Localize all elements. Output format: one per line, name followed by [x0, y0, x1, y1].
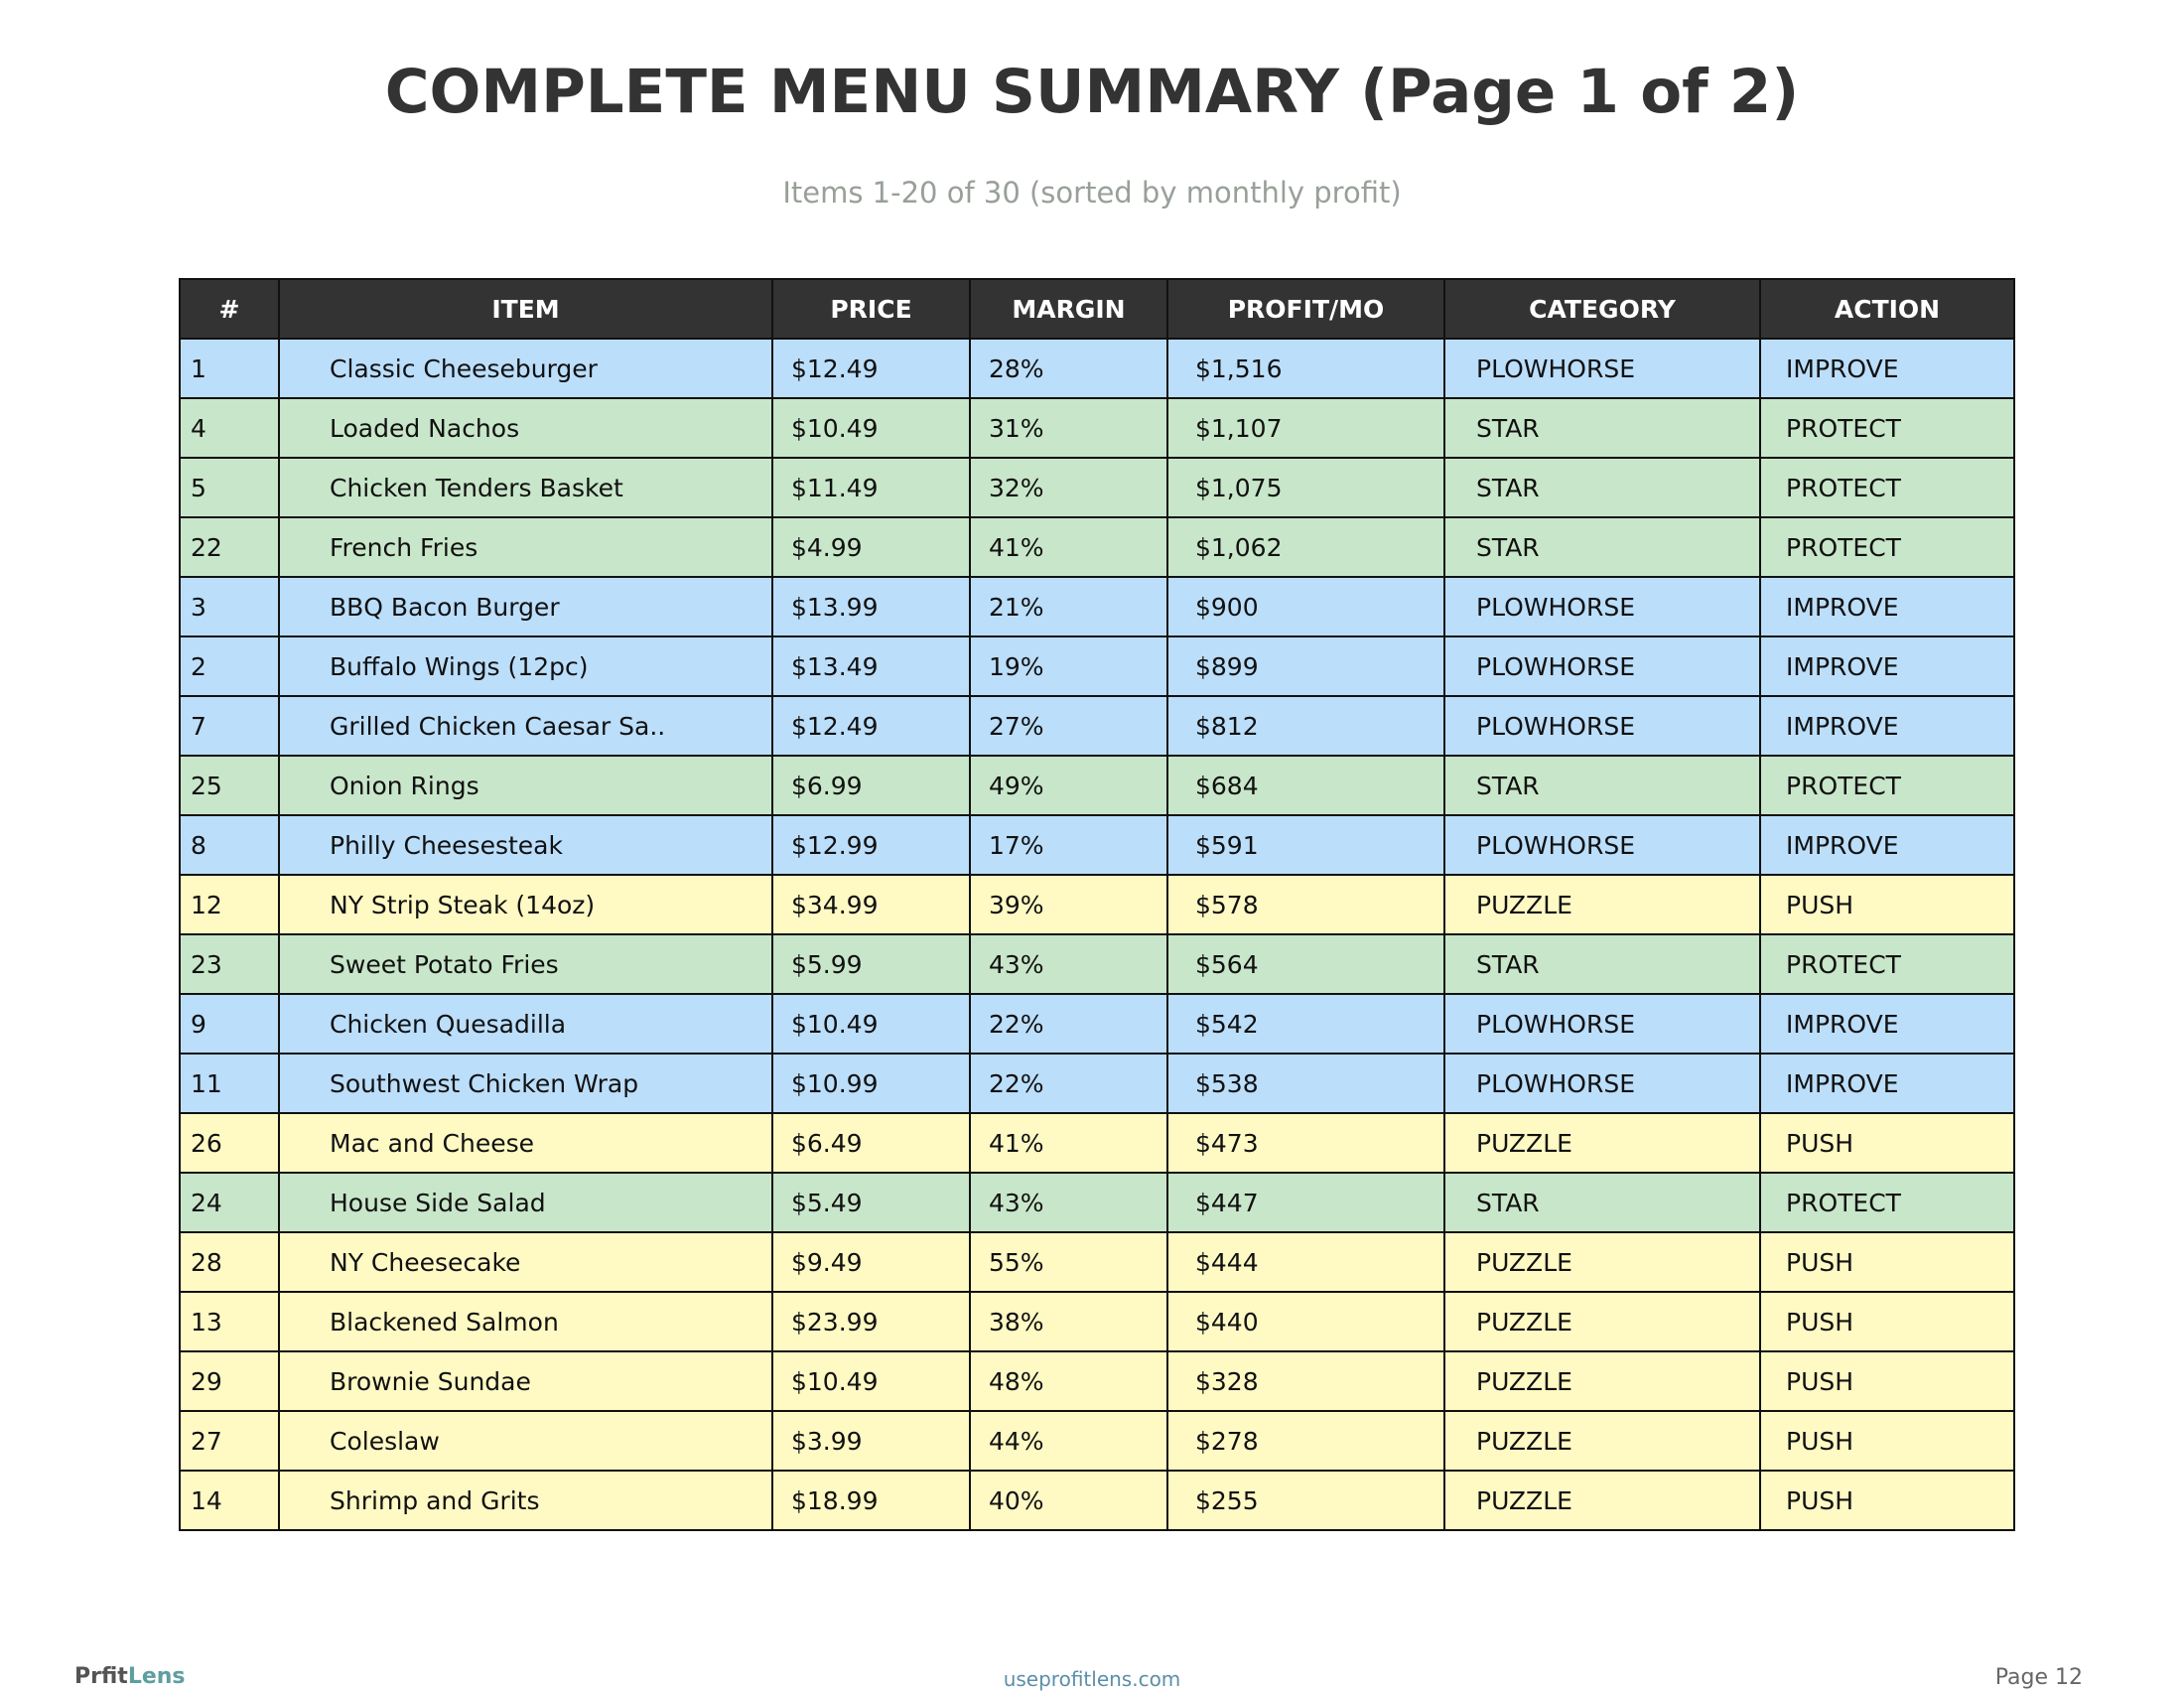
margin-cell: 40% [970, 1471, 1167, 1530]
table-row [180, 875, 2014, 934]
action-cell: PUSH [1760, 1113, 2014, 1173]
action-cell: PUSH [1760, 875, 2014, 934]
action-cell: IMPROVE [1760, 696, 2014, 756]
column-header-category: CATEGORY [1444, 279, 1760, 339]
item-name-cell: French Fries [279, 517, 772, 577]
item-name-cell: Brownie Sundae [279, 1351, 772, 1411]
margin-cell: 22% [970, 1054, 1167, 1113]
profit-cell: $1,062 [1167, 517, 1444, 577]
price-cell: $3.99 [772, 1411, 970, 1471]
item-name-cell: Mac and Cheese [279, 1113, 772, 1173]
profit-cell: $684 [1167, 756, 1444, 815]
table-row [180, 517, 2014, 577]
item-name-cell: BBQ Bacon Burger [279, 577, 772, 636]
profit-cell: $1,516 [1167, 339, 1444, 398]
margin-cell: 27% [970, 696, 1167, 756]
menu-summary-table [179, 278, 2015, 1531]
action-cell: PUSH [1760, 1411, 2014, 1471]
price-cell: $10.99 [772, 1054, 970, 1113]
category-cell: STAR [1444, 1173, 1760, 1232]
table-row [180, 398, 2014, 458]
margin-cell: 41% [970, 517, 1167, 577]
item-name-cell: Chicken Quesadilla [279, 994, 772, 1054]
category-cell: PUZZLE [1444, 1411, 1760, 1471]
action-cell: PUSH [1760, 1471, 2014, 1530]
category-cell: STAR [1444, 458, 1760, 517]
profit-cell: $542 [1167, 994, 1444, 1054]
category-cell: PLOWHORSE [1444, 1054, 1760, 1113]
margin-cell: 19% [970, 636, 1167, 696]
profit-cell: $591 [1167, 815, 1444, 875]
row-number-cell: 3 [180, 577, 279, 636]
action-cell: PROTECT [1760, 756, 2014, 815]
price-cell: $10.49 [772, 994, 970, 1054]
category-cell: PLOWHORSE [1444, 696, 1760, 756]
row-number-cell: 9 [180, 994, 279, 1054]
item-name-cell: Coleslaw [279, 1411, 772, 1471]
row-number-cell: 24 [180, 1173, 279, 1232]
profit-cell: $1,075 [1167, 458, 1444, 517]
item-name-cell: House Side Salad [279, 1173, 772, 1232]
category-cell: PUZZLE [1444, 875, 1760, 934]
row-number-cell: 27 [180, 1411, 279, 1471]
margin-cell: 28% [970, 339, 1167, 398]
profit-cell: $812 [1167, 696, 1444, 756]
row-number-cell: 7 [180, 696, 279, 756]
price-cell: $5.99 [772, 934, 970, 994]
action-cell: PUSH [1760, 1351, 2014, 1411]
profit-cell: $328 [1167, 1351, 1444, 1411]
margin-cell: 49% [970, 756, 1167, 815]
margin-cell: 48% [970, 1351, 1167, 1411]
row-number-cell: 26 [180, 1113, 279, 1173]
profit-cell: $1,107 [1167, 398, 1444, 458]
row-number-cell: 1 [180, 339, 279, 398]
profit-cell: $899 [1167, 636, 1444, 696]
action-cell: IMPROVE [1760, 994, 2014, 1054]
table-row [180, 577, 2014, 636]
column-header-profit: PROFIT/MO [1167, 279, 1444, 339]
profit-cell: $473 [1167, 1113, 1444, 1173]
row-number-cell: 13 [180, 1292, 279, 1351]
item-name-cell: Grilled Chicken Caesar Sa.. [279, 696, 772, 756]
row-number-cell: 23 [180, 934, 279, 994]
item-name-cell: Chicken Tenders Basket [279, 458, 772, 517]
item-name-cell: Shrimp and Grits [279, 1471, 772, 1530]
price-cell: $12.99 [772, 815, 970, 875]
category-cell: PLOWHORSE [1444, 994, 1760, 1054]
margin-cell: 31% [970, 398, 1167, 458]
action-cell: PROTECT [1760, 398, 2014, 458]
row-number-cell: 8 [180, 815, 279, 875]
table-row [180, 696, 2014, 756]
price-cell: $10.49 [772, 1351, 970, 1411]
item-name-cell: NY Cheesecake [279, 1232, 772, 1292]
category-cell: STAR [1444, 398, 1760, 458]
action-cell: IMPROVE [1760, 577, 2014, 636]
footer-url: useprofitlens.com [1003, 1667, 1181, 1691]
row-number-cell: 5 [180, 458, 279, 517]
margin-cell: 17% [970, 815, 1167, 875]
item-name-cell: Loaded Nachos [279, 398, 772, 458]
margin-cell: 44% [970, 1411, 1167, 1471]
row-number-cell: 28 [180, 1232, 279, 1292]
category-cell: PLOWHORSE [1444, 636, 1760, 696]
action-cell: IMPROVE [1760, 636, 2014, 696]
page-subtitle: Items 1-20 of 30 (sorted by monthly profit) [782, 176, 1402, 210]
margin-cell: 38% [970, 1292, 1167, 1351]
price-cell: $13.99 [772, 577, 970, 636]
table-header-row [180, 279, 2014, 339]
price-cell: $11.49 [772, 458, 970, 517]
price-cell: $13.49 [772, 636, 970, 696]
item-name-cell: Southwest Chicken Wrap [279, 1054, 772, 1113]
profit-cell: $447 [1167, 1173, 1444, 1232]
profit-cell: $578 [1167, 875, 1444, 934]
category-cell: PUZZLE [1444, 1292, 1760, 1351]
table-row [180, 636, 2014, 696]
table-row [180, 1351, 2014, 1411]
profit-cell: $538 [1167, 1054, 1444, 1113]
item-name-cell: Sweet Potato Fries [279, 934, 772, 994]
column-header-number: # [180, 279, 279, 339]
price-cell: $12.49 [772, 339, 970, 398]
item-name-cell: NY Strip Steak (14oz) [279, 875, 772, 934]
row-number-cell: 22 [180, 517, 279, 577]
price-cell: $5.49 [772, 1173, 970, 1232]
action-cell: PUSH [1760, 1292, 2014, 1351]
category-cell: PLOWHORSE [1444, 815, 1760, 875]
action-cell: PROTECT [1760, 934, 2014, 994]
margin-cell: 21% [970, 577, 1167, 636]
category-cell: STAR [1444, 756, 1760, 815]
action-cell: PROTECT [1760, 1173, 2014, 1232]
action-cell: PUSH [1760, 1232, 2014, 1292]
profit-cell: $278 [1167, 1411, 1444, 1471]
table-row [180, 1054, 2014, 1113]
profit-cell: $444 [1167, 1232, 1444, 1292]
column-header-price: PRICE [772, 279, 970, 339]
price-cell: $9.49 [772, 1232, 970, 1292]
column-header-margin: MARGIN [970, 279, 1167, 339]
page-title: COMPLETE MENU SUMMARY (Page 1 of 2) [384, 57, 1800, 127]
table-body [180, 339, 2014, 1530]
row-number-cell: 2 [180, 636, 279, 696]
item-name-cell: Buffalo Wings (12pc) [279, 636, 772, 696]
category-cell: PUZZLE [1444, 1232, 1760, 1292]
action-cell: IMPROVE [1760, 815, 2014, 875]
action-cell: PROTECT [1760, 458, 2014, 517]
category-cell: PUZZLE [1444, 1471, 1760, 1530]
category-cell: STAR [1444, 517, 1760, 577]
action-cell: IMPROVE [1760, 1054, 2014, 1113]
column-header-item: ITEM [279, 279, 772, 339]
table-row [180, 756, 2014, 815]
margin-cell: 43% [970, 1173, 1167, 1232]
table-row [180, 339, 2014, 398]
profit-cell: $255 [1167, 1471, 1444, 1530]
profitlens-logo: PrfitLens [74, 1664, 186, 1689]
price-cell: $34.99 [772, 875, 970, 934]
row-number-cell: 11 [180, 1054, 279, 1113]
table-row [180, 994, 2014, 1054]
item-name-cell: Onion Rings [279, 756, 772, 815]
table-row [180, 1113, 2014, 1173]
category-cell: STAR [1444, 934, 1760, 994]
profit-cell: $440 [1167, 1292, 1444, 1351]
table-row [180, 1471, 2014, 1530]
margin-cell: 32% [970, 458, 1167, 517]
category-cell: PLOWHORSE [1444, 577, 1760, 636]
table-row [180, 1173, 2014, 1232]
item-name-cell: Blackened Salmon [279, 1292, 772, 1351]
row-number-cell: 25 [180, 756, 279, 815]
category-cell: PUZZLE [1444, 1113, 1760, 1173]
action-cell: PROTECT [1760, 517, 2014, 577]
table-row [180, 934, 2014, 994]
table-row [180, 1232, 2014, 1292]
table-row [180, 815, 2014, 875]
item-name-cell: Philly Cheesesteak [279, 815, 772, 875]
table-row [180, 458, 2014, 517]
margin-cell: 55% [970, 1232, 1167, 1292]
item-name-cell: Classic Cheeseburger [279, 339, 772, 398]
price-cell: $12.49 [772, 696, 970, 756]
margin-cell: 39% [970, 875, 1167, 934]
profit-cell: $900 [1167, 577, 1444, 636]
price-cell: $6.99 [772, 756, 970, 815]
table-row [180, 1411, 2014, 1471]
table-row [180, 1292, 2014, 1351]
price-cell: $4.99 [772, 517, 970, 577]
category-cell: PLOWHORSE [1444, 339, 1760, 398]
row-number-cell: 12 [180, 875, 279, 934]
price-cell: $23.99 [772, 1292, 970, 1351]
row-number-cell: 29 [180, 1351, 279, 1411]
price-cell: $10.49 [772, 398, 970, 458]
profit-cell: $564 [1167, 934, 1444, 994]
price-cell: $6.49 [772, 1113, 970, 1173]
margin-cell: 41% [970, 1113, 1167, 1173]
page-number: Page 12 [1994, 1665, 2083, 1690]
action-cell: IMPROVE [1760, 339, 2014, 398]
category-cell: PUZZLE [1444, 1351, 1760, 1411]
column-header-action: ACTION [1760, 279, 2014, 339]
row-number-cell: 14 [180, 1471, 279, 1530]
margin-cell: 43% [970, 934, 1167, 994]
margin-cell: 22% [970, 994, 1167, 1054]
price-cell: $18.99 [772, 1471, 970, 1530]
row-number-cell: 4 [180, 398, 279, 458]
